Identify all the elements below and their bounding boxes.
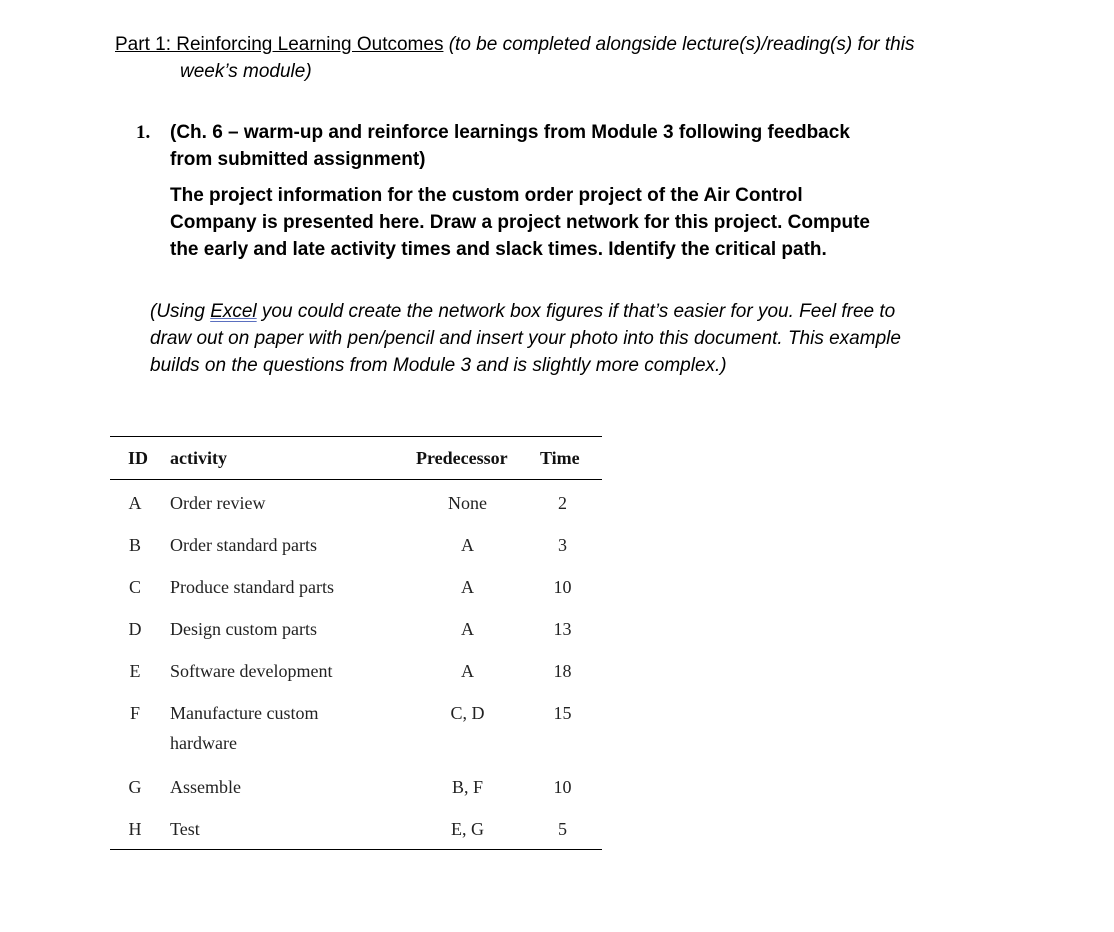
table-row — [110, 572, 602, 602]
cell-activity: Order standard parts — [170, 535, 317, 555]
cell-id: D — [128, 619, 142, 639]
table-header-rule — [110, 479, 602, 480]
header-activity: activity — [170, 448, 227, 468]
cell-id: C — [128, 577, 141, 597]
question-note — [150, 298, 910, 379]
cell-predecessor: E, G — [451, 819, 484, 839]
note-excel-word: Excel — [210, 301, 257, 322]
question-body: The project information for the custom order project of the Air Control Company is presented here. Draw a project network for this project. Compute the early and late activity times and slack times. Identify the critical path. — [170, 185, 870, 260]
table-row — [110, 772, 602, 802]
cell-time: 10 — [553, 777, 572, 797]
question-heading: (Ch. 6 – warm-up and reinforce learnings from Module 3 following feedback from submitted assignment) — [170, 122, 850, 170]
cell-time: 15 — [553, 703, 572, 723]
note-suffix: you could create the network box figures if that’s easier for you. Feel free to draw out on paper with pen/pencil and insert your photo into this document. This example builds on the questions from Module 3 and is slightly more complex.) — [150, 301, 901, 376]
part-subtitle-line2: week’s module) — [180, 61, 312, 82]
cell-activity: Design custom parts — [170, 619, 317, 639]
cell-predecessor: A — [461, 661, 474, 681]
cell-predecessor: B, F — [451, 777, 484, 797]
table-row — [110, 814, 602, 844]
cell-id: A — [128, 493, 142, 513]
cell-activity: Order review — [170, 493, 266, 513]
cell-id: E — [129, 661, 141, 681]
table-bottom-rule — [110, 849, 602, 850]
cell-time: 13 — [553, 619, 572, 639]
cell-time: 2 — [558, 493, 567, 513]
cell-activity: Assemble — [170, 777, 241, 797]
header-id: ID — [128, 448, 149, 468]
cell-predecessor: A — [461, 577, 474, 597]
cell-activity: Manufacture custom hardware — [170, 703, 319, 753]
cell-activity: Produce standard parts — [170, 577, 334, 597]
cell-id: F — [129, 703, 140, 723]
table-row — [110, 488, 602, 518]
table-row — [110, 698, 602, 758]
table-row — [110, 656, 602, 686]
cell-activity: Test — [170, 819, 200, 839]
cell-predecessor: None — [448, 493, 487, 513]
cell-time: 18 — [553, 661, 572, 681]
question-number: 1. — [136, 122, 151, 143]
cell-time: 10 — [553, 577, 572, 597]
cell-predecessor: C, D — [450, 703, 485, 723]
part-subtitle-line1: (to be completed alongside lecture(s)/reading(s) for this — [448, 34, 915, 55]
cell-time: 5 — [558, 819, 567, 839]
cell-predecessor: A — [461, 619, 474, 639]
part-title: Part 1: Reinforcing Learning Outcomes — [115, 34, 444, 55]
table-row — [110, 530, 602, 560]
note-prefix: (Using — [150, 301, 211, 322]
part-heading — [115, 31, 914, 85]
table-top-rule — [110, 436, 602, 437]
table-row — [110, 614, 602, 644]
cell-time: 3 — [558, 535, 567, 555]
cell-id: B — [128, 535, 141, 555]
cell-predecessor: A — [461, 535, 474, 555]
header-time: Time — [540, 448, 580, 468]
cell-id: G — [128, 777, 142, 797]
header-predecessor: Predecessor — [416, 448, 508, 468]
cell-activity: Software development — [170, 661, 333, 681]
cell-id: H — [128, 819, 142, 839]
